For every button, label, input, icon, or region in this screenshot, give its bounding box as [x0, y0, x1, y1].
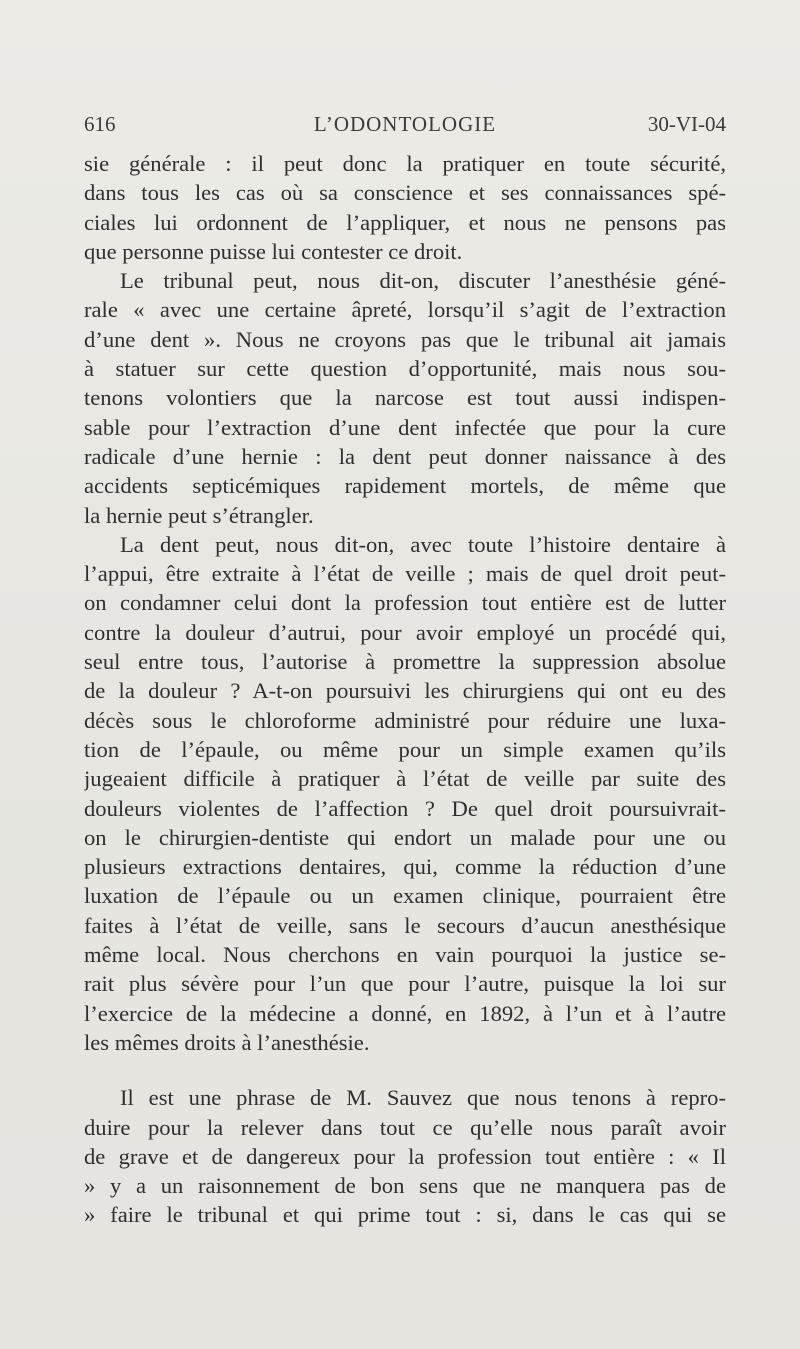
text-line: » faire le tribunal et qui prime tout : si, dans le cas qui se [84, 1202, 726, 1228]
text-line: plusieurs extractions dentaires, qui, comme la réduction d’une [84, 854, 726, 880]
paragraph-3 [84, 530, 726, 1057]
text-line: on le chirurgien-dentiste qui endort un malade pour une ou [84, 824, 726, 850]
issue-date: 30-VI-04 [647, 112, 726, 136]
text-line: douleurs violentes de l’affection ? De quel droit poursuivrait- [84, 795, 726, 821]
text-line: d’une dent ». Nous ne croyons pas que le tribunal ait jamais [84, 326, 726, 352]
text-line: les mêmes droits à l’anesthésie. [84, 1029, 370, 1055]
paragraph-gap [84, 1057, 726, 1083]
text-line: » y a un raisonnement de bon sens que ne manquera pas de [84, 1173, 726, 1199]
text-line: l’exercice de la médecine a donné, en 1892, à l’un et à l’autre [84, 1000, 726, 1026]
text-line: de la douleur ? A-t-on poursuivi les chirurgiens qui ont eu des [84, 678, 726, 704]
page-number: 616 [84, 112, 116, 136]
text-line: tion de l’épaule, ou même pour un simple examen qu’ils [84, 736, 726, 762]
text-line: la hernie peut s’étrangler. [84, 502, 314, 528]
text-line: tenons volontiers que la narcose est tout aussi indispen- [84, 385, 726, 411]
text-line: dans tous les cas où sa conscience et ses connaissances spé- [84, 180, 726, 206]
text-line: ciales lui ordonnent de l’appliquer, et nous ne pensons pas [84, 209, 726, 235]
text-line: La dent peut, nous dit-on, avec toute l’histoire dentaire à [120, 531, 726, 557]
text-line: on condamner celui dont la profession tout entière est de lutter [84, 590, 726, 616]
text-line: accidents septicémiques rapidement mortels, de même que [84, 473, 726, 499]
text-line: de grave et de dangereux pour la profession tout entière : « Il [84, 1143, 726, 1169]
text-line: à statuer sur cette question d’opportunité, mais nous sou- [84, 356, 726, 382]
text-line: luxation de l’épaule ou un examen clinique, pourraient être [84, 883, 726, 909]
body-text [84, 149, 726, 1230]
text-line: décès sous le chloroforme administré pour réduire une luxa- [84, 707, 726, 733]
text-line: faites à l’état de veille, sans le secours d’aucun anesthésique [84, 912, 726, 938]
text-line: radicale d’une hernie : la dent peut donner naissance à des [84, 443, 726, 469]
paragraph-1 [84, 149, 726, 266]
text-line: rale « avec une certaine âpreté, lorsqu’il s’agit de l’extraction [84, 297, 726, 323]
running-title: L’ODONTOLOGIE [313, 112, 497, 136]
text-line: que personne puisse lui contester ce droit. [84, 238, 463, 264]
text-line: Le tribunal peut, nous dit-on, discuter l’anesthésie géné- [120, 268, 726, 294]
text-line: contre la douleur d’autrui, pour avoir employé un procédé qui, [84, 619, 726, 645]
text-line: sie générale : il peut donc la pratiquer en toute sécurité, [84, 151, 726, 176]
text-line: même local. Nous cherchons en vain pourquoi la justice se- [84, 942, 726, 968]
page-header [84, 112, 726, 144]
text-line: seul entre tous, l’autorise à promettre la suppression absolue [84, 649, 726, 675]
paragraph-2 [84, 266, 726, 530]
text-line: jugeaient difficile à pratiquer à l’état de veille par suite des [84, 766, 726, 792]
text-line: sable pour l’extraction d’une dent infectée que pour la cure [84, 414, 726, 440]
text-line: duire pour la relever dans tout ce qu’elle nous paraît avoir [84, 1114, 726, 1140]
text-line: l’appui, être extraite à l’état de veille ; mais de quel droit peut- [84, 561, 726, 587]
text-line: rait plus sévère pour l’un que pour l’autre, puisque la loi sur [84, 971, 726, 997]
paragraph-4 [84, 1083, 726, 1229]
text-line: Il est une phrase de M. Sauvez que nous tenons à repro- [120, 1085, 726, 1111]
